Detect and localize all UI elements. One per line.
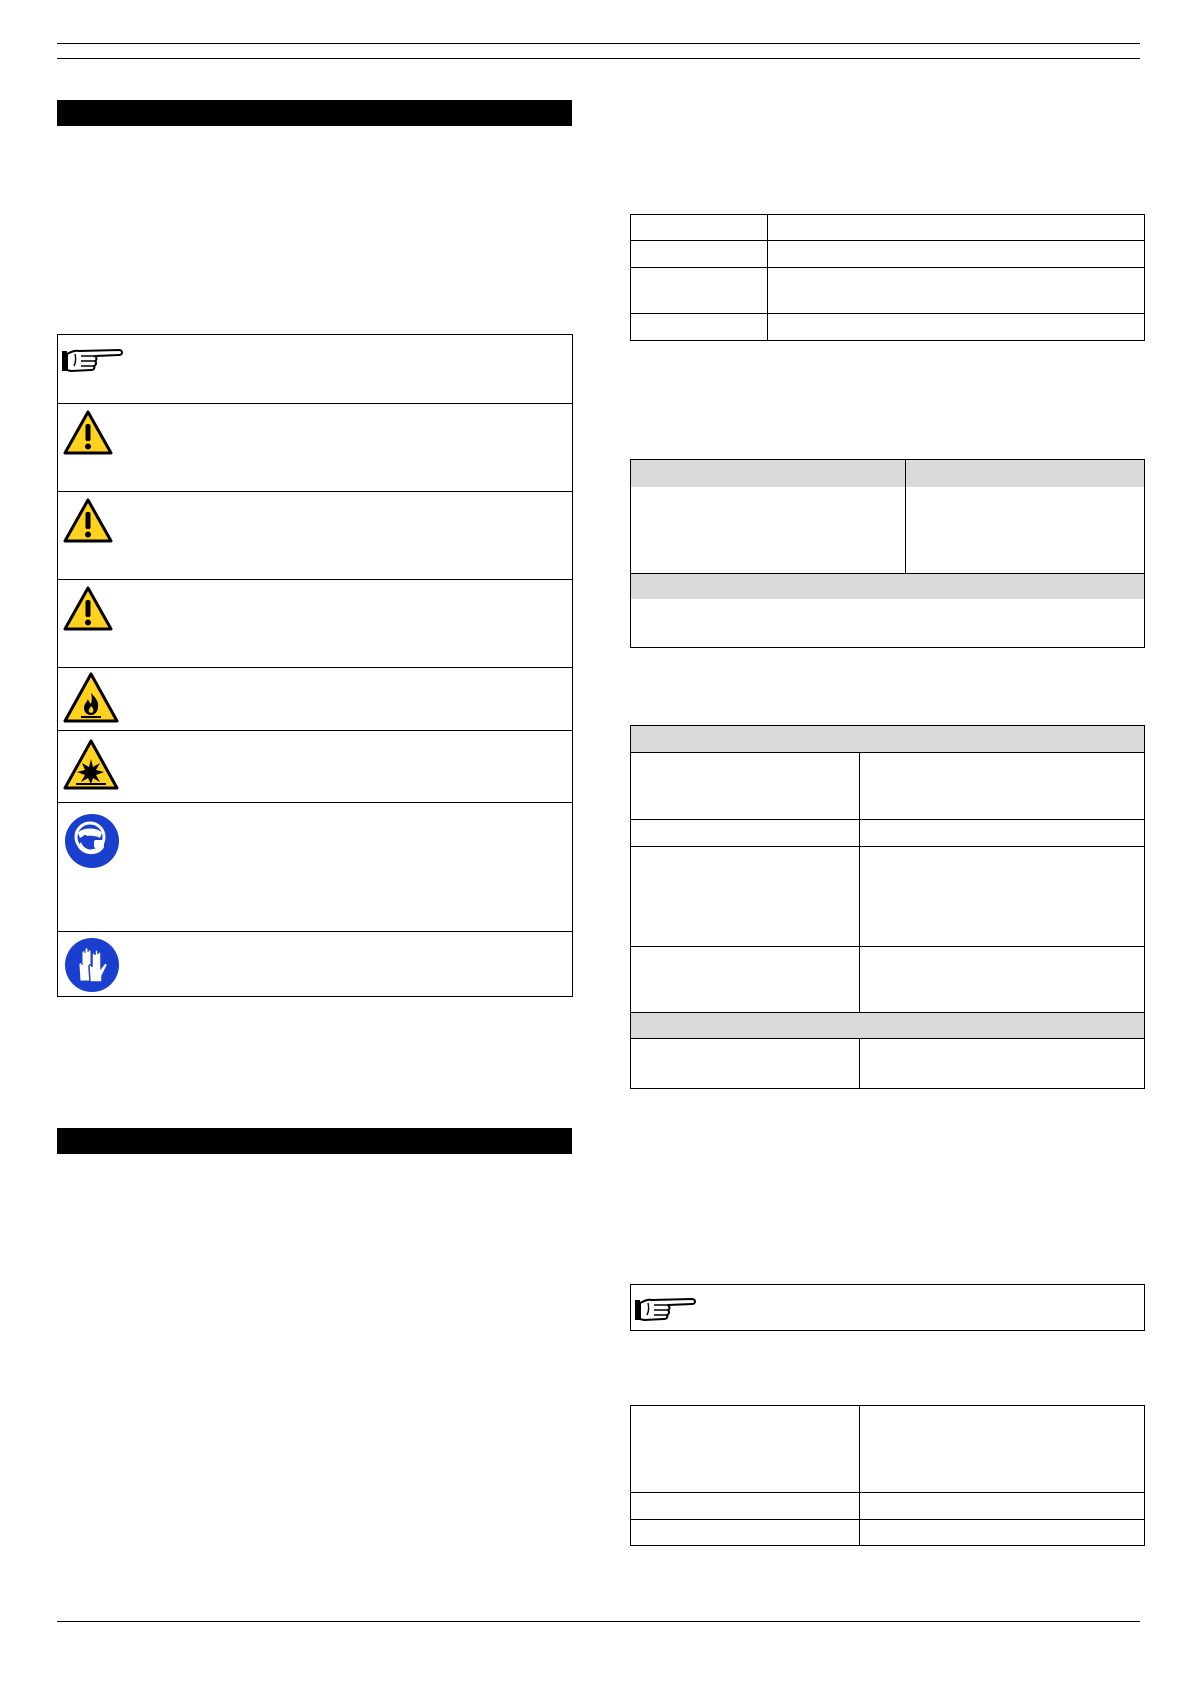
header-rule-top — [57, 43, 1140, 44]
table-row — [631, 314, 1144, 340]
table-row — [631, 574, 1144, 647]
safety-row-respirator — [58, 803, 572, 932]
table-row — [631, 460, 1144, 574]
table-row — [631, 820, 1144, 847]
table-row — [631, 215, 1144, 241]
explosive-triangle-icon — [63, 739, 119, 791]
spec-table-3 — [630, 725, 1145, 1089]
header-rule-bottom — [57, 58, 1140, 59]
footer-rule — [57, 1621, 1140, 1622]
safety-row-explosive — [58, 731, 572, 803]
table-row — [631, 1013, 1144, 1039]
table-row — [631, 1520, 1144, 1545]
table-row — [631, 726, 1144, 753]
spec-table-2 — [630, 459, 1145, 648]
warning-triangle-icon — [63, 410, 113, 456]
spec-table-1 — [630, 214, 1145, 341]
respirator-mandatory-icon — [64, 813, 120, 869]
safety-row-warning-2 — [58, 492, 572, 580]
table-row — [631, 753, 1144, 820]
gloves-mandatory-icon — [64, 937, 120, 993]
safety-row-flammable — [58, 668, 572, 731]
section-heading-bar-2 — [57, 1128, 572, 1154]
table-row — [631, 847, 1144, 947]
safety-row-gloves — [58, 932, 572, 998]
spec-table-4 — [630, 1405, 1145, 1546]
safety-row-warning-1 — [58, 404, 572, 492]
section-heading-bar-1 — [57, 100, 572, 126]
safety-row-notice — [58, 335, 572, 404]
table-row — [631, 947, 1144, 1013]
safety-symbols-table — [57, 334, 573, 997]
warning-triangle-icon — [63, 586, 113, 632]
note-box — [630, 1284, 1145, 1331]
table-row — [631, 1406, 1144, 1493]
flammable-triangle-icon — [63, 672, 119, 724]
pointing-hand-icon — [61, 344, 125, 374]
table-row — [631, 1039, 1144, 1088]
warning-triangle-icon — [63, 498, 113, 544]
table-row — [631, 241, 1144, 268]
table-row — [631, 268, 1144, 314]
table-row — [631, 1493, 1144, 1520]
safety-row-warning-3 — [58, 580, 572, 668]
pointing-hand-icon — [634, 1293, 698, 1323]
